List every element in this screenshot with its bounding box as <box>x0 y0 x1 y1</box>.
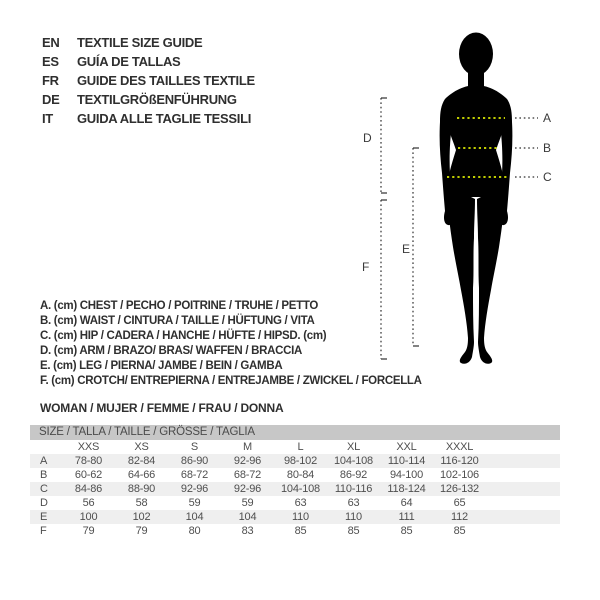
table-row-hip <box>30 482 560 496</box>
woman-silhouette <box>440 33 513 364</box>
value-cell: 92-96 <box>180 483 209 495</box>
legend-line-chest: A. (cm) CHEST / PECHO / POITRINE / TRUHE / PETTO <box>40 300 319 312</box>
crotch-label: F <box>362 260 370 274</box>
row-label: A <box>40 455 48 467</box>
value-cell: 60-62 <box>74 469 103 481</box>
arm-label: D <box>363 131 372 145</box>
row-label: E <box>40 511 48 523</box>
legend-line-leg: E. (cm) LEG / PIERNA/ JAMBE / BEIN / GAMBA <box>40 360 283 372</box>
column-header: XXL <box>396 441 417 453</box>
value-cell: 110 <box>292 511 309 523</box>
size-table-title: SIZE / TALLA / TAILLE / GRÖSSE / TAGLIA <box>30 425 560 440</box>
value-cell: 111 <box>398 511 415 523</box>
value-cell: 65 <box>453 497 466 509</box>
waist-label: B <box>543 141 552 155</box>
row-label: C <box>40 483 48 495</box>
column-header: M <box>243 441 252 453</box>
value-cell: 118-124 <box>387 483 426 495</box>
value-cell: 85 <box>453 525 466 537</box>
legend-line-waist: B. (cm) WAIST / CINTURA / TAILLE / HÜFTUNG / VITA <box>40 315 315 327</box>
value-cell: 112 <box>451 511 468 523</box>
silhouette-left-leg <box>447 185 475 364</box>
filler-cell <box>486 454 560 468</box>
value-cell: 104 <box>238 511 257 523</box>
value-cell: 63 <box>347 497 360 509</box>
hip-label: C <box>543 170 552 184</box>
value-cell: 68-72 <box>233 469 262 481</box>
value-cell: 85 <box>347 525 360 537</box>
column-header: XS <box>134 441 149 453</box>
corner-cell <box>30 440 62 454</box>
value-cell: 92-96 <box>233 483 262 495</box>
value-cell: 56 <box>82 497 95 509</box>
value-cell: 59 <box>241 497 254 509</box>
value-cell: 63 <box>294 497 307 509</box>
filler-cell <box>486 482 560 496</box>
value-cell: 85 <box>400 525 413 537</box>
guide-title: TEXTILGRÖßENFÜHRUNG <box>77 92 237 107</box>
column-header: XXXL <box>445 441 474 453</box>
value-cell: 104 <box>185 511 204 523</box>
row-label: F <box>40 525 47 537</box>
legend-line-arm: D. (cm) ARM / BRAZO/ BRAS/ WAFFEN / BRACCIA <box>40 345 303 357</box>
value-cell: 94-100 <box>389 469 424 481</box>
legend-line-hip: C. (cm) HIP / CADERA / HANCHE / HÜFTE / HIPSD. (cm) <box>40 330 327 342</box>
guide-title: TEXTILE SIZE GUIDE <box>77 35 203 50</box>
table-row-leg <box>30 510 560 524</box>
guide-title: GUÍA DE TALLAS <box>77 54 181 69</box>
value-cell: 104-108 <box>334 455 373 467</box>
language-code: EN <box>42 35 60 50</box>
value-cell: 68-72 <box>180 469 209 481</box>
value-cell: 64-66 <box>127 469 156 481</box>
value-cell: 100 <box>79 511 98 523</box>
language-code: ES <box>42 54 59 69</box>
value-cell: 79 <box>135 525 148 537</box>
value-cell: 64 <box>400 497 413 509</box>
value-cell: 79 <box>82 525 95 537</box>
value-cell: 86-92 <box>339 469 368 481</box>
size-table <box>30 425 560 538</box>
silhouette-torso <box>444 85 507 199</box>
filler-cell <box>486 496 560 510</box>
chest-label: A <box>543 111 552 125</box>
value-cell: 92-96 <box>233 455 262 467</box>
row-label: D <box>40 497 48 509</box>
value-cell: 80-84 <box>286 469 315 481</box>
language-code: FR <box>42 73 59 88</box>
value-cell: 58 <box>135 497 148 509</box>
value-cell: 110 <box>345 511 362 523</box>
filler-cell <box>486 468 560 482</box>
value-cell: 102 <box>132 511 151 523</box>
language-row-fr <box>42 71 255 90</box>
filler-cell <box>486 440 560 454</box>
language-title-list <box>42 33 255 128</box>
guide-title: GUIDE DES TAILLES TEXTILE <box>77 73 255 88</box>
value-cell: 84-86 <box>74 483 103 495</box>
legend-line-crotch: F. (cm) CROTCH/ ENTREPIERNA / ENTREJAMBE / ZWICKEL / FORCELLA <box>40 375 422 387</box>
table-row-arm <box>30 496 560 510</box>
column-header: S <box>190 441 199 453</box>
value-cell: 78-80 <box>74 455 103 467</box>
filler-cell <box>486 510 560 524</box>
value-cell: 86-90 <box>180 455 209 467</box>
language-code: DE <box>42 92 60 107</box>
value-cell: 59 <box>188 497 201 509</box>
value-cell: 126-132 <box>440 483 479 495</box>
size-header-row <box>30 440 560 454</box>
value-cell: 98-102 <box>283 455 318 467</box>
label-leader-lines <box>515 118 538 177</box>
column-header: XXS <box>77 441 100 453</box>
table-row-chest <box>30 454 560 468</box>
language-row-it <box>42 109 255 128</box>
column-header: XL <box>346 441 361 453</box>
silhouette-right-leg <box>477 185 505 364</box>
language-code: IT <box>42 111 53 126</box>
table-row-waist <box>30 468 560 482</box>
value-cell: 110-114 <box>387 455 426 467</box>
table-row-crotch <box>30 524 560 538</box>
value-cell: 110-116 <box>334 483 373 495</box>
column-header: L <box>297 441 304 453</box>
measurement-legend <box>40 299 422 389</box>
language-row-de <box>42 90 255 109</box>
filler-cell <box>486 524 560 538</box>
value-cell: 104-108 <box>281 483 320 495</box>
value-cell: 85 <box>294 525 307 537</box>
value-cell: 80 <box>188 525 201 537</box>
value-cell: 83 <box>241 525 254 537</box>
guide-title: GUIDA ALLE TAGLIE TESSILI <box>77 111 252 126</box>
language-row-es <box>42 52 255 71</box>
language-row-en <box>42 33 255 52</box>
value-cell: 102-106 <box>440 469 479 481</box>
gender-heading: WOMAN / MUJER / FEMME / FRAU / DONNA <box>40 401 284 415</box>
value-cell: 116-120 <box>440 455 479 467</box>
leg-label: E <box>402 242 411 256</box>
row-label: B <box>40 469 48 481</box>
value-cell: 88-90 <box>127 483 156 495</box>
value-cell: 82-84 <box>127 455 156 467</box>
